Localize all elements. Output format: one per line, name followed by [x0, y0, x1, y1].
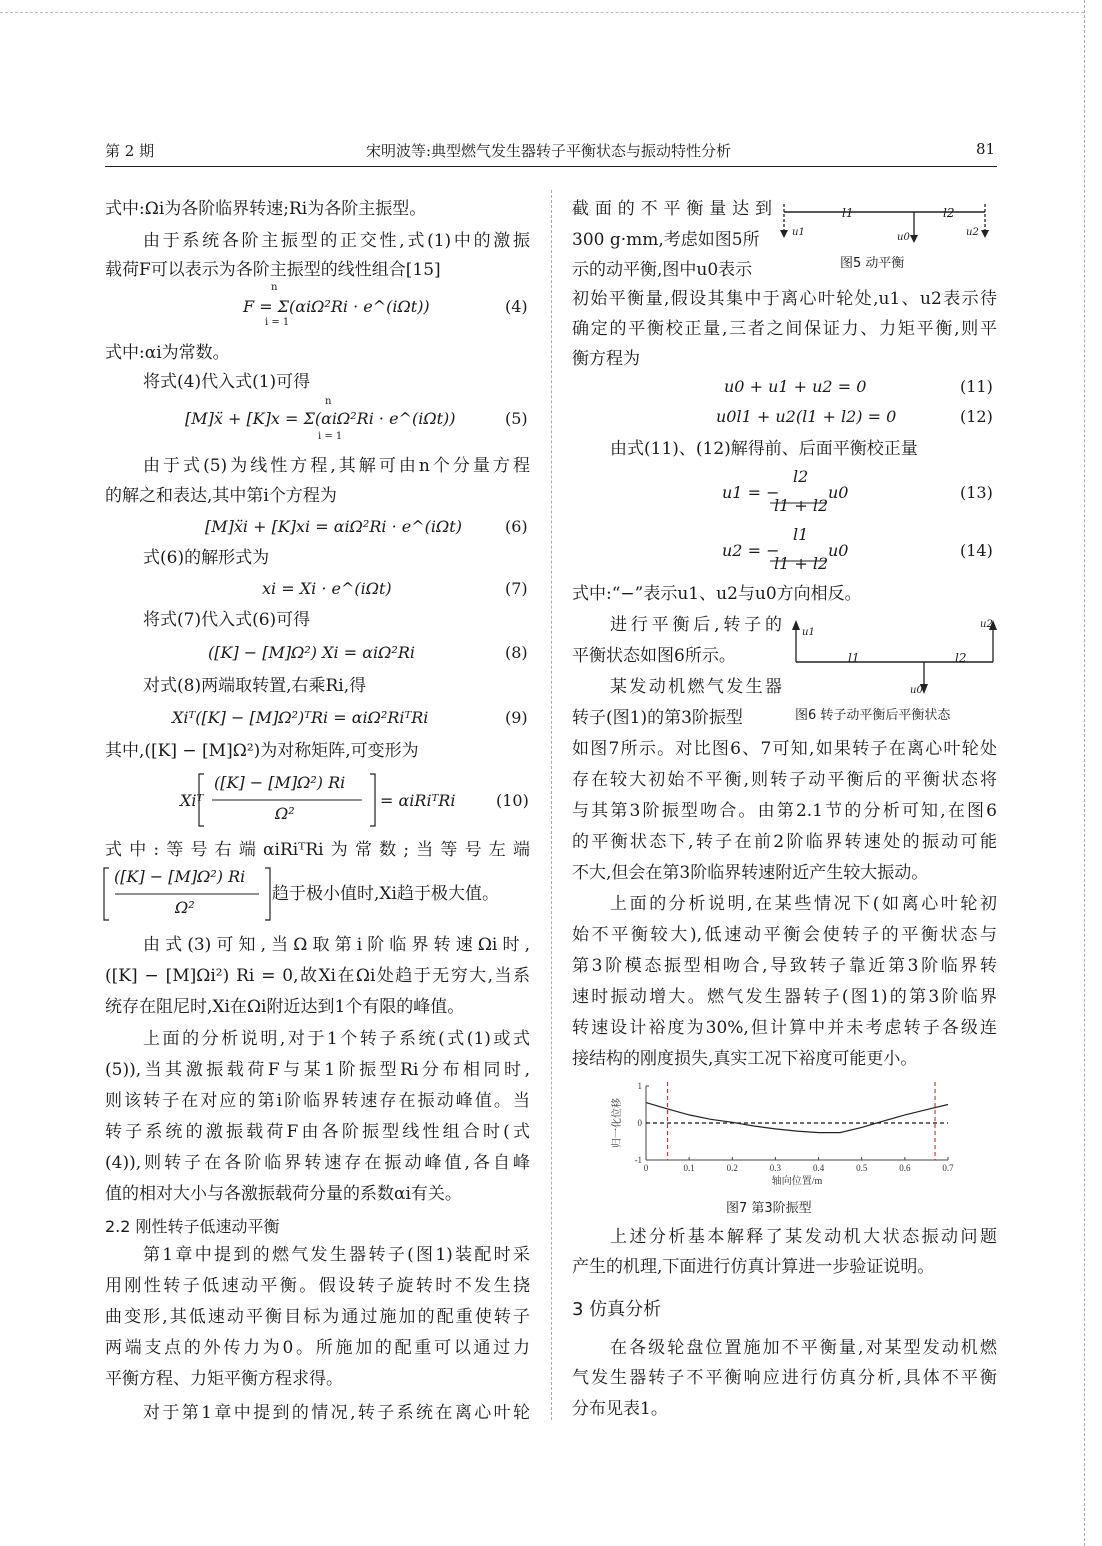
mode-shape-chart-svg [606, 1080, 966, 1190]
figure-5-caption: 图5 动平衡 [840, 256, 905, 271]
text-line: 由式(3)可知,当Ω取第i阶临界转速Ωi时, [143, 935, 530, 955]
text-line: 衡方程为 [572, 349, 640, 369]
header-rule [105, 166, 997, 167]
text-line: 示的动平衡,图中u0表示 [572, 260, 753, 280]
figure-6-caption: 图6 转子动平衡后平衡状态 [795, 708, 951, 723]
x-axis-label: 轴向位置/m [771, 1176, 823, 1187]
text-line: 某发动机燃气发生器 [610, 677, 782, 697]
text-line: 式中:αi为常数。 [105, 343, 230, 363]
text-line: 用刚性转子低速动平衡。假设转子旋转时不发生挠 [105, 1276, 530, 1296]
text-line: 的解之和表达,其中第i个方程为 [105, 486, 337, 506]
text-line: 载荷F可以表示为各阶主振型的线性组合[15] [105, 260, 441, 280]
text-line: 始不平衡较大),低速动平衡会使转子的平衡状态与 [572, 925, 997, 945]
fig6-label-u0: u0 [910, 685, 923, 696]
text-line: 趋于极小值时,Xi趋于极大值。 [272, 884, 499, 904]
equation-5: [M]ẍ + [K]x = Σ(αiΩ²Ri · e^(iΩt)) [185, 409, 456, 428]
page-right-edge [1084, 0, 1085, 1546]
section-heading-2-2: 2.2 刚性转子低速动平衡 [105, 1217, 280, 1236]
y-axis-label: 归一化位移 [612, 1098, 623, 1148]
equation-10-rhs: = αiRiᵀRi [380, 791, 456, 810]
text-line: 将式(4)代入式(1)可得 [143, 372, 311, 392]
text-line: 对式(8)两端取转置,右乘Ri,得 [143, 676, 367, 696]
equation-number: (6) [505, 517, 528, 536]
equation-10-numerator: ([K] − [M]Ω²) Ri [214, 773, 346, 792]
equation-7: xi = Xi · e^(iΩt) [262, 579, 392, 598]
text-line: 如图7所示。对比图6、7可知,如果转子在离心叶轮处 [572, 739, 997, 759]
equation-number: (12) [960, 407, 993, 426]
text-line: 初始平衡量,假设其集中于离心叶轮处,u1、u2表示待 [572, 289, 997, 309]
text-line: 转速设计裕度为30%,但计算中并未考虑转子各级连 [572, 1018, 997, 1038]
text-line: 存在较大初始不平衡,则转子动平衡后的平衡状态将 [572, 770, 997, 790]
text-line: 气发生器转子不平衡响应进行仿真分析,具体不平衡 [572, 1368, 997, 1388]
text-line: 由于系统各阶主振型的正交性,式(1)中的激振 [143, 231, 530, 251]
text-line: 值的相对大小与各激振载荷分量的系数αi有关。 [105, 1184, 462, 1204]
sum-lower: i = 1 [318, 431, 343, 442]
equation-9: Xiᵀ([K] − [M]Ω²)ᵀRi = αiΩ²RiᵀRi [172, 708, 429, 727]
x-tick-label: 0.6 [899, 1163, 911, 1173]
text-line: (5)),当其激振载荷F与某1阶振型Ri分布相同时, [105, 1060, 530, 1080]
running-title: 宋明波等:典型燃气发生器转子平衡状态与振动特性分析 [366, 142, 732, 160]
text-line: 由式(11)、(12)解得前、后面平衡校正量 [610, 439, 918, 459]
x-tick-label: 0.2 [726, 1163, 738, 1173]
x-tick-label: 0.3 [769, 1163, 782, 1173]
text-line: 转子(图1)的第3阶振型 [572, 708, 743, 728]
text-line: 平衡状态如图6所示。 [572, 646, 736, 666]
page-number: 81 [976, 140, 996, 158]
reference-lines [646, 1082, 948, 1160]
fig6-label-u2: u2 [980, 619, 993, 630]
text-line: 与其第3阶振型吻合。由第2.1节的分析可知,在图6 [572, 801, 997, 821]
text-line: 接结构的刚度损失,真实工况下裕度可能更小。 [572, 1049, 918, 1069]
text-line: 上述分析基本解释了某发动机大状态振动问题 [610, 1227, 997, 1247]
equation-13-lhs: u1 = − [722, 483, 780, 502]
text-line: 式中:Ωi为各阶临界转速;Ri为各阶主振型。 [105, 199, 427, 219]
text-line: 两端支点的外传力为0。所施加的配重可以通过力 [105, 1338, 530, 1358]
equation-number: (9) [505, 708, 528, 727]
equation-14-denominator: l1 + l2 [774, 554, 829, 573]
text-line: 第3阶模态振型相吻合,导致转子靠近第3阶临界转 [572, 956, 997, 976]
fig5-label-u0: u0 [897, 232, 910, 243]
chart-ticks [635, 1081, 955, 1173]
mode-shape-curve [646, 1103, 948, 1133]
figure-6-diagram [790, 614, 1000, 698]
text-line: ([K] − [M]Ωi²) Ri = 0,故Xi在Ωi处趋于无穷大,当系 [105, 966, 530, 986]
x-tick-label: 0.7 [942, 1163, 954, 1173]
text-line: 确定的平衡校正量,三者之间保证力、力矩平衡,则平 [572, 319, 997, 339]
y-tick-label: -1 [634, 1155, 642, 1165]
equation-6: [M]ẍi + [K]xi = αiΩ²Ri · e^(iΩt) [205, 517, 462, 536]
text-line: 式中:等号右端αiRiᵀRi为常数;当等号左端 [105, 840, 530, 860]
y-tick-label: 1 [637, 1081, 642, 1091]
text-line: 平衡方程、力矩平衡方程求得。 [105, 1369, 343, 1389]
text-line: 由于式(5)为线性方程,其解可由n个分量方程 [143, 456, 530, 476]
figure-7-caption: 图7 第3阶振型 [726, 1201, 812, 1216]
equation-13-tail: u0 [828, 483, 849, 502]
text-line: (4)),则转子在各阶临界转速存在振动峰值,各自峰 [105, 1153, 530, 1173]
text-line: 对于第1章中提到的情况,转子系统在离心叶轮 [143, 1403, 530, 1423]
text-line: 式(6)的解形式为 [143, 548, 270, 568]
text-line: 分布见表1。 [572, 1399, 668, 1419]
x-tick-label: 0.4 [812, 1163, 825, 1173]
equation-11: u0 + u1 + u2 = 0 [724, 377, 867, 396]
section-heading-3: 3 仿真分析 [572, 1299, 662, 1320]
equation-number: (13) [960, 483, 993, 502]
inline-fraction-numerator: ([K] − [M]Ω²) Ri [114, 867, 246, 886]
equation-14-lhs: u2 = − [722, 541, 780, 560]
equation-8: ([K] − [M]Ω²) Xi = αiΩ²Ri [208, 643, 415, 662]
equation-12: u0l1 + u2(l1 + l2) = 0 [716, 407, 897, 426]
balanced-state-svg [790, 614, 1000, 698]
text-line: 不大,但会在第3阶临界转速附近产生较大振动。 [572, 863, 929, 883]
equation-number: (14) [960, 541, 993, 560]
equation-14-tail: u0 [828, 541, 849, 560]
equation-number: (7) [505, 579, 528, 598]
fig6-label-u1: u1 [802, 627, 815, 638]
axis-labels [610, 1098, 822, 1187]
equation-14-numerator: l1 [793, 525, 809, 544]
balance-diagram-svg [780, 200, 995, 248]
text-line: 统存在阻尼时,Xi在Ωi附近达到1个有限的峰值。 [105, 997, 465, 1017]
equation-number: (5) [505, 409, 528, 428]
equation-body: F = Σ(αiΩ²Ri · e^(iΩt)) [243, 297, 430, 316]
text-line: 截面的不平衡量达到 [572, 199, 772, 219]
x-tick-label: 0.1 [683, 1163, 695, 1173]
equation-13-denominator: l1 + l2 [774, 496, 829, 515]
text-line: 则该转子在对应的第i阶临界转速存在振动峰值。当 [105, 1091, 530, 1111]
fig6-label-l1: l1 [848, 651, 860, 665]
fraction-bar [770, 489, 826, 491]
fig5-label-u2: u2 [966, 227, 979, 238]
text-line: 将式(7)代入式(6)可得 [143, 610, 311, 630]
figure-7-chart [606, 1080, 966, 1190]
text-line: 产生的机理,下面进行仿真计算进一步验证说明。 [572, 1257, 935, 1277]
text-line: 式中:“−”表示u1、u2与u0方向相反。 [572, 584, 862, 604]
y-tick-label: 0 [637, 1118, 642, 1128]
equation-10-lhs: Xiᵀ [180, 791, 204, 810]
equation-10-denominator: Ω² [275, 804, 295, 823]
column-divider [551, 190, 552, 1420]
fig5-label-l2: l2 [943, 206, 955, 220]
issue-label: 第 2 期 [105, 142, 155, 160]
fig6-label-l2: l2 [955, 651, 967, 665]
text-line: 速时振动增大。燃气发生器转子(图1)的第3阶临界 [572, 987, 997, 1007]
mode-curve-group [646, 1103, 948, 1133]
page-top-edge [0, 12, 1084, 13]
sum-lower: i = 1 [265, 317, 290, 328]
equation-number: (4) [505, 297, 528, 316]
equation-number: (8) [505, 643, 528, 662]
inline-fraction-denominator: Ω² [175, 898, 195, 917]
text-line: 上面的分析说明,在某些情况下(如离心叶轮初 [610, 894, 997, 914]
text-line: 进行平衡后,转子的 [610, 615, 782, 635]
text-line: 其中,([K] − [M]Ω²)为对称矩阵,可变形为 [105, 741, 419, 761]
fig5-label-u1: u1 [792, 227, 805, 238]
sum-upper: n [325, 396, 332, 407]
sum-upper: n [271, 282, 278, 293]
fraction-bar [770, 547, 826, 549]
fig5-label-l1: l1 [842, 206, 854, 220]
x-tick-label: 0 [643, 1163, 649, 1173]
equation-13-numerator: l2 [793, 467, 809, 486]
equation-4 [243, 296, 430, 318]
text-line: 第1章中提到的燃气发生器转子(图1)装配时采 [143, 1245, 530, 1265]
text-line: 300 g·mm,考虑如图5所 [572, 230, 760, 250]
text-line: 在各级轮盘位置施加不平衡量,对某型发动机燃 [610, 1338, 997, 1358]
text-line: 的平衡状态下,转子在前2阶临界转速处的振动可能 [572, 832, 997, 852]
text-line: 上面的分析说明,对于1个转子系统(式(1)或式 [143, 1029, 530, 1049]
text-line: 曲变形,其低速动平衡目标为通过施加的配重使转子 [105, 1307, 530, 1327]
text-line: 转子系统的激振载荷F由各阶振型线性组合时(式 [105, 1122, 530, 1142]
figure-5-diagram [780, 200, 995, 248]
equation-number: (11) [960, 377, 993, 396]
equation-number: (10) [496, 791, 529, 810]
x-tick-label: 0.5 [856, 1163, 868, 1173]
